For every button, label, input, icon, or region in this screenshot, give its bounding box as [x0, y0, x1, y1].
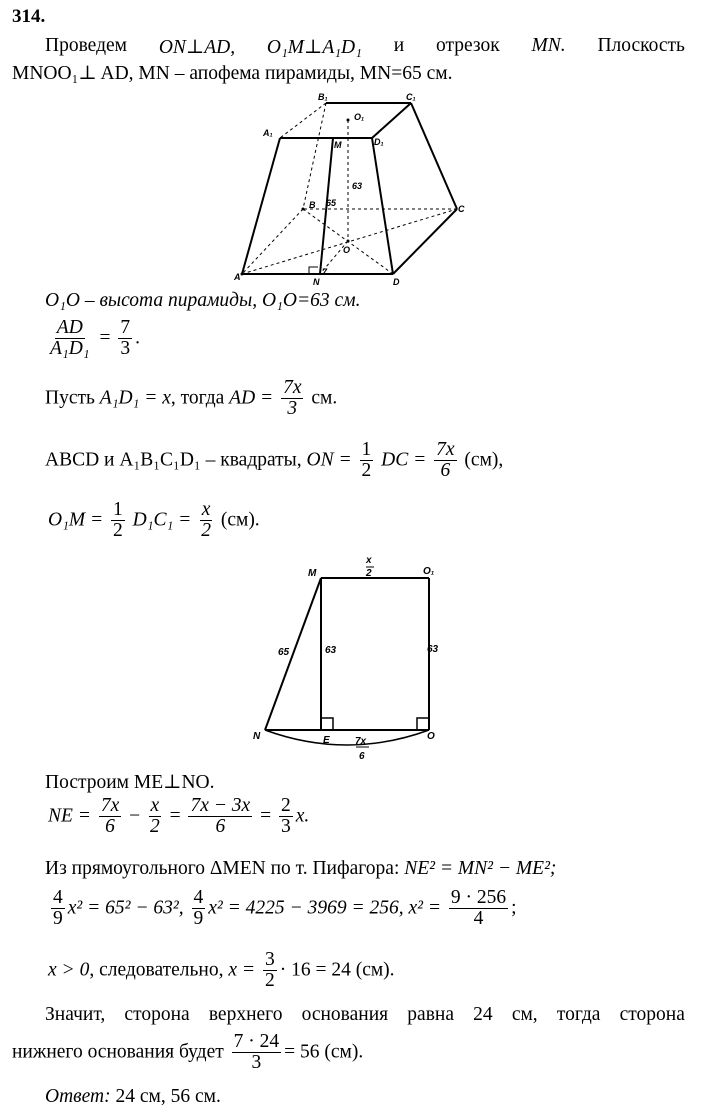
squares-line: ABCD и A₁B₁C₁D₁ – квадраты, ON = $\frac{1}{2}$ DC = $\frac{7x}{6}$ (см),	[45, 439, 504, 482]
answer-text: 24 см, 56 см.	[115, 1086, 221, 1107]
label-side-63-right: 63	[427, 644, 439, 655]
problem-number: 314.	[12, 6, 46, 27]
label-side-65: 65	[326, 198, 337, 208]
pythagoras-line: Из прямоугольного ΔMEN по т. Пифагора: NE² = MN² − ME²;	[45, 858, 557, 879]
label-b: B	[309, 200, 316, 210]
label-height-63: 63	[352, 181, 363, 191]
label-angle-7: 7	[322, 267, 328, 277]
label-n: N	[253, 731, 261, 742]
label-side-63-left: 63	[325, 645, 337, 656]
label-c1: C₁	[406, 92, 416, 102]
equation-line: $\frac{4}{9}$ x² = 65² − 63², $\frac{4}{9}$ x² = 4225 − 3969 = 256, x² = $\frac{9 \cdot 256}{4}$ ;	[53, 887, 517, 930]
label-d1: D₁	[374, 137, 384, 147]
label-a: A	[234, 272, 241, 282]
trapezoid-figure	[245, 548, 465, 770]
label-n: N	[313, 277, 320, 287]
label-a1: A₁	[263, 128, 273, 138]
ne-formula: NE = $\frac{7x}{6}$ − $\frac{x}{2}$ = $\frac{7x - 3x}{6}$ = $\frac{2}{3}$ x.	[48, 795, 310, 838]
label-top-x: x	[366, 555, 372, 566]
label-m: M	[308, 568, 317, 579]
answer-label: Ответ:	[45, 1086, 111, 1107]
label-b1: B₁	[318, 92, 328, 102]
let-line: Пусть A₁D₁ = x, тогда AD = $\frac{7x}{3}$ см.	[45, 377, 338, 420]
label-e: E	[323, 735, 330, 746]
build-line: Построим ME⊥NO.	[45, 772, 215, 793]
para1-line1: Проведем ON⊥AD, O₁M⊥A₁D₁ и отрезок MN. Плоскость	[45, 35, 685, 58]
height-line: O₁O – высота пирамиды, O₁O=63 см.	[45, 290, 361, 311]
answer-line	[45, 1086, 221, 1108]
label-o1: O₁	[423, 566, 435, 577]
ratio-formula: $\frac{AD}{\text{A₁D₁}}$ = $\frac{7}{3}$ .	[50, 317, 140, 360]
label-side-65: 65	[278, 647, 290, 658]
label-o1: O₁	[354, 112, 365, 122]
para1-line2: MNOO₁⊥ AD, MN – апофема пирамиды, MN=65 см.	[12, 63, 453, 84]
x-line: x > 0, следовательно, x = $\frac{3}{2}$ · 16 = 24 (см).	[48, 949, 395, 992]
label-bottom-7x: 7x	[355, 736, 367, 747]
label-c: C	[458, 204, 465, 214]
label-o: O	[343, 245, 351, 255]
label-d: D	[393, 277, 400, 287]
conclusion-line2: нижнего основания будет $\frac{7 \cdot 24}{3}$ = 56 (см).	[12, 1031, 364, 1074]
conclusion-line1: Значит, сторона верхнего основания равна 24 см, тогда сторона	[45, 1004, 685, 1025]
label-o: O	[427, 731, 435, 742]
label-m: M	[334, 140, 342, 150]
label-bottom-6: 6	[359, 751, 365, 762]
pyramid-figure	[225, 88, 475, 288]
label-top-2: 2	[366, 568, 372, 579]
o1m-line: O₁M = $\frac{1}{2}$ D₁C₁ = $\frac{x}{2}$ (см).	[48, 499, 260, 542]
